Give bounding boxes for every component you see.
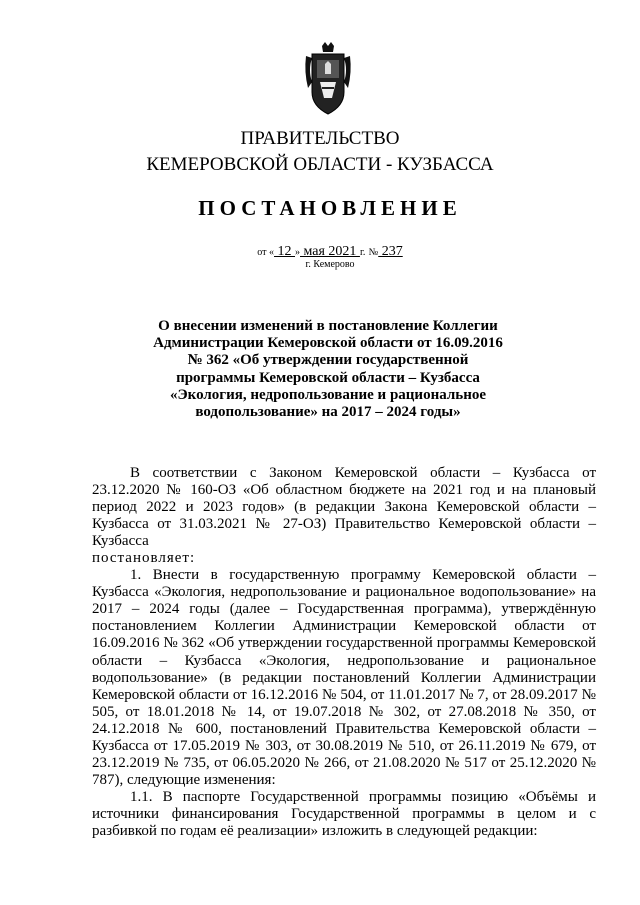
heading-line: О внесении изменений в постановление Коллегии — [158, 318, 498, 334]
heading-line: Администрации Кемеровской области от 16.09.2016 — [153, 335, 503, 352]
number-label: № — [368, 247, 379, 258]
coat-of-arms-emblem — [302, 42, 354, 116]
body-paragraph: В соответствии с Законом Кемеровской области – Кузбасса от 23.12.2020 № 160-ОЗ «Об областном бюджете на 2021 год и на плановый период 2022 и 2023 годов» (в редакции Закона Кемеровской области – Кузбасса от 31.03.2021 № 27-ОЗ) Правительство Кемеровской области – Кузбасса — [92, 465, 596, 550]
body-paragraph: 1. Внести в государственную программу Кемеровской области – Кузбасса «Экология, недропользование и рациональное водопользование» на 2017 – 2024 годы (далее – Государственная программа), утверждённую постановлением Коллегии Администрации Кемеровской области от 16.09.2016 № 362 «Об утверждении государственной программы Кемеровской области – Кузбасса «Экология, недропользование и рациональное водопользование» (в редакции постановлений Коллегии Администрации Кемеровской области от 16.12.2016 № 504, от 11.01.2017 № 7, от 28.09.2017 № 505, от 18.01.2018 № 14, от 19.07.2018 № 302, от 27.08.2018 № 350, от 24.12.2018 № 600, постановлений Правительства Кемеровской области – Кузбасса от 17.05.2019 № 303, от 30.08.2019 № 510, от 26.11.2019 № 679, от 23.12.2019 № 735, от 06.05.2020 № 266, от 21.08.2020 № 517 от 25.12.2020 № 787), следующие изменения: — [92, 567, 596, 788]
org-name-line-2: КЕМЕРОВСКОЙ ОБЛАСТИ - КУЗБАССА — [146, 154, 494, 175]
date-year-suffix: г. — [359, 247, 366, 258]
heading-line: водопользование» на 2017 – 2024 годы» — [195, 404, 461, 421]
document-body — [92, 465, 596, 840]
heading-line: «Экология, недропользование и рациональное — [169, 386, 487, 403]
date-month-year: мая 2021 — [300, 244, 360, 259]
org-name-line-1: ПРАВИТЕЛЬСТВО — [240, 128, 400, 149]
document-type-title: ПОСТАНОВЛЕНИЕ — [198, 196, 462, 220]
date-prefix: от « — [257, 247, 275, 258]
date-day: 12 — [274, 244, 296, 259]
document-number: 237 — [378, 244, 403, 259]
body-paragraph: постановляет: — [92, 550, 196, 567]
heading-line: программы Кемеровской области – Кузбасса — [176, 369, 480, 386]
body-paragraph: 1.1. В паспорте Государственной программы позицию «Объёмы и источники финансирования Государственной программы в целом и с разбивкой по годам её реализации» изложить в следующей редакции: — [92, 788, 596, 839]
document-heading — [8, 318, 640, 421]
heading-line: № 362 «Об утверждении государственной — [187, 352, 469, 369]
city-name: г. Кемерово — [305, 259, 355, 270]
date-close-quote: » — [295, 247, 301, 258]
date-line — [10, 243, 640, 260]
